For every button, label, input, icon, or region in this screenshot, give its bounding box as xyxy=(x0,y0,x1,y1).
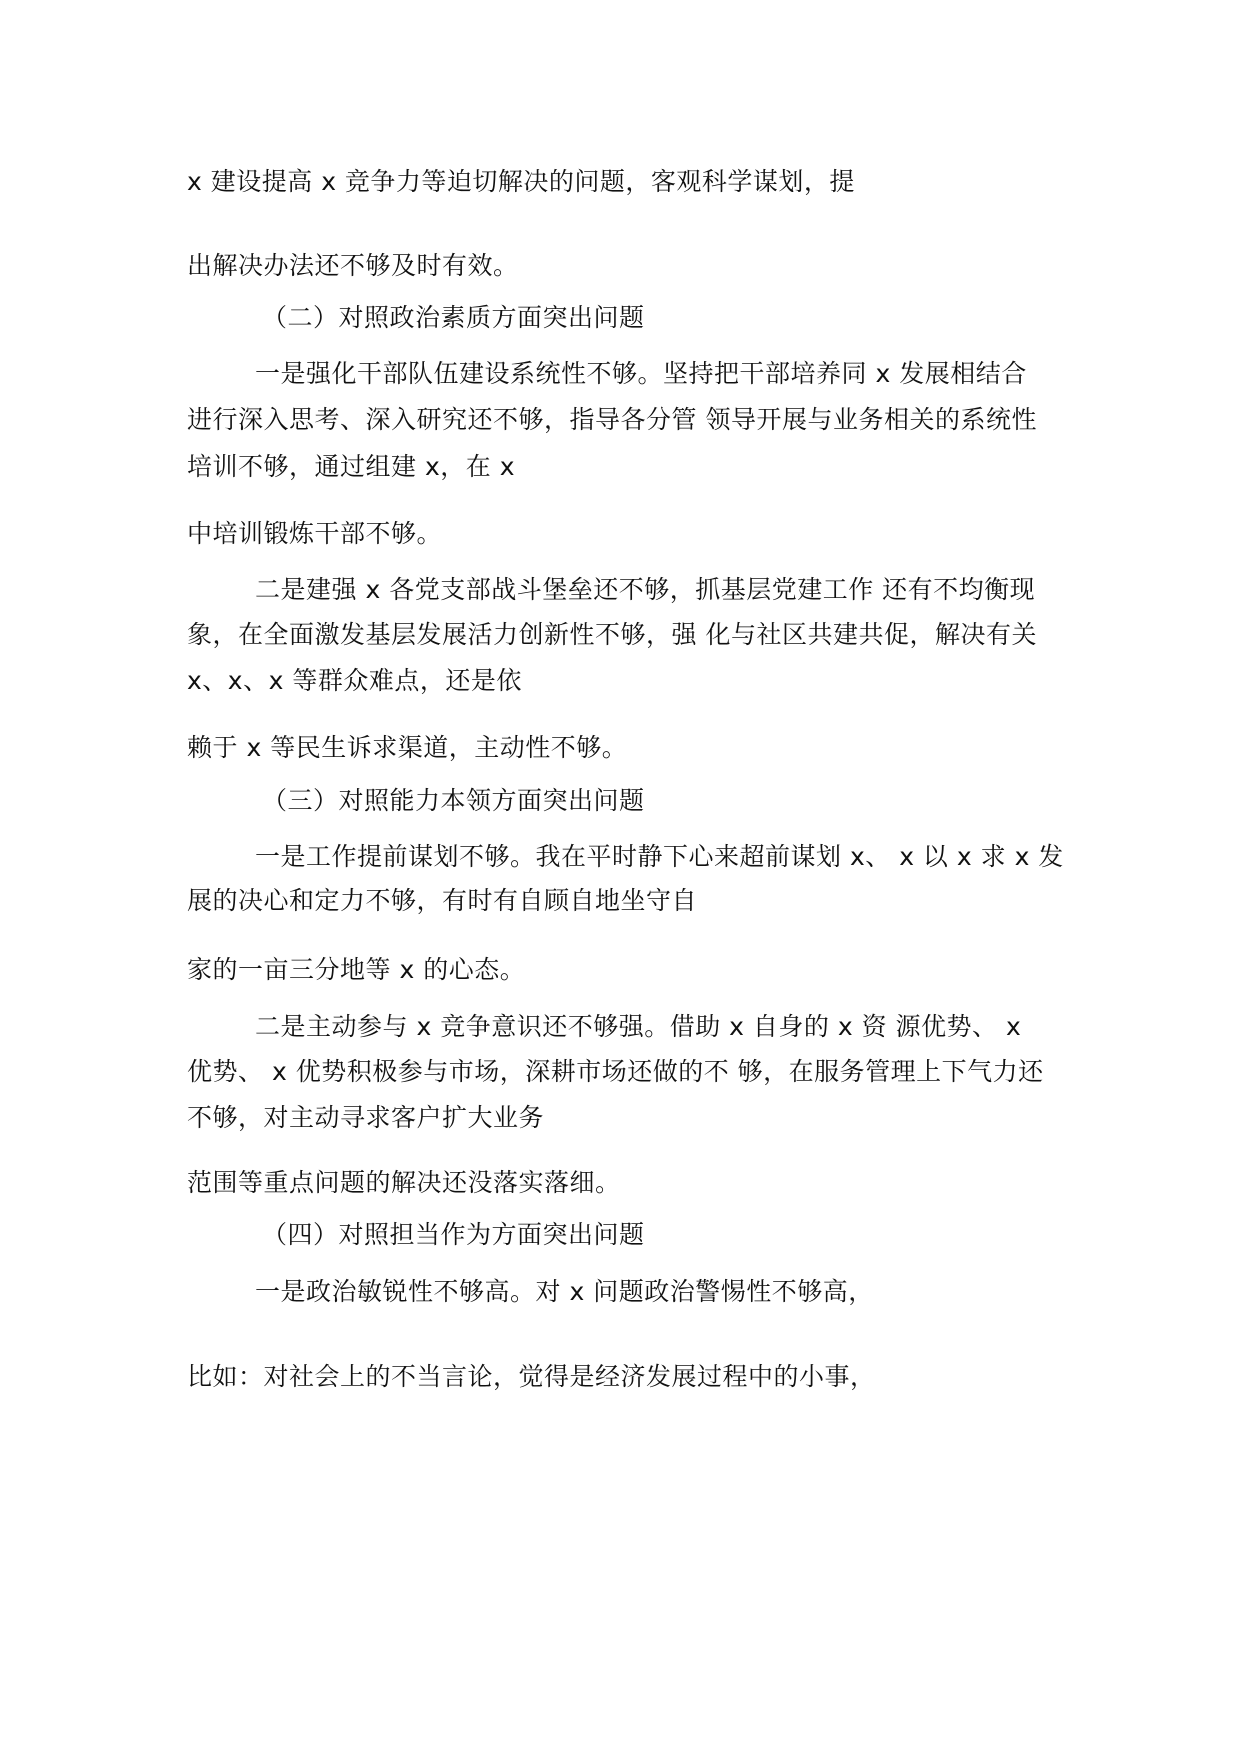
section-heading: （二）对照政治素质方面突出问题 xyxy=(262,303,645,332)
text-line: 二是建强 x 各党支部战斗堡垒还不够，抓基层党建工作 还有不均衡现 xyxy=(255,575,1036,604)
text-line: 一是工作提前谋划不够。我在平时静下心来超前谋划 x、 x 以 x 求 x 发 xyxy=(255,842,1064,871)
text-line: 不够，对主动寻求客户扩大业务 xyxy=(187,1103,545,1132)
text-line: 赖于 x 等民生诉求渠道，主动性不够。 xyxy=(187,733,628,762)
section-heading: （三）对照能力本领方面突出问题 xyxy=(262,786,645,815)
text-line: 出解决办法还不够及时有效。 xyxy=(187,251,519,280)
text-line: 象，在全面激发基层发展活力创新性不够，强 化与社区共建共促，解决有关 xyxy=(187,620,1037,649)
text-line: 培训不够，通过组建 x，在 x xyxy=(187,452,515,481)
text-line: 二是主动参与 x 竞争意识还不够强。借助 x 自身的 x 资 源优势、 x xyxy=(255,1012,1022,1041)
text-line: 优势、 x 优势积极参与市场，深耕市场还做的不 够，在服务管理上下气力还 xyxy=(187,1057,1044,1086)
text-line: x、x、x 等群众难点，还是依 xyxy=(187,666,522,695)
text-line: 进行深入思考、深入研究还不够，指导各分管 领导开展与业务相关的系统性 xyxy=(187,405,1037,434)
section-heading: （四）对照担当作为方面突出问题 xyxy=(262,1220,645,1249)
text-line: 家的一亩三分地等 x 的心态。 xyxy=(187,955,526,984)
text-line: 一是政治敏锐性不够高。对 x 问题政治警惕性不够高， xyxy=(255,1277,874,1306)
text-line: 比如：对社会上的不当言论，觉得是经济发展过程中的小事， xyxy=(187,1362,876,1391)
text-line: 范围等重点问题的解决还没落实落细。 xyxy=(187,1168,621,1197)
text-line: 一是强化干部队伍建设系统性不够。坚持把干部培养同 x 发展相结合 xyxy=(255,359,1027,388)
text-line: x 建设提高 x 竞争力等迫切解决的问题，客观科学谋划，提 xyxy=(187,167,855,196)
text-line: 展的决心和定力不够，有时有自顾自地坐守自 xyxy=(187,886,698,915)
text-line: 中培训锻炼干部不够。 xyxy=(187,519,443,548)
